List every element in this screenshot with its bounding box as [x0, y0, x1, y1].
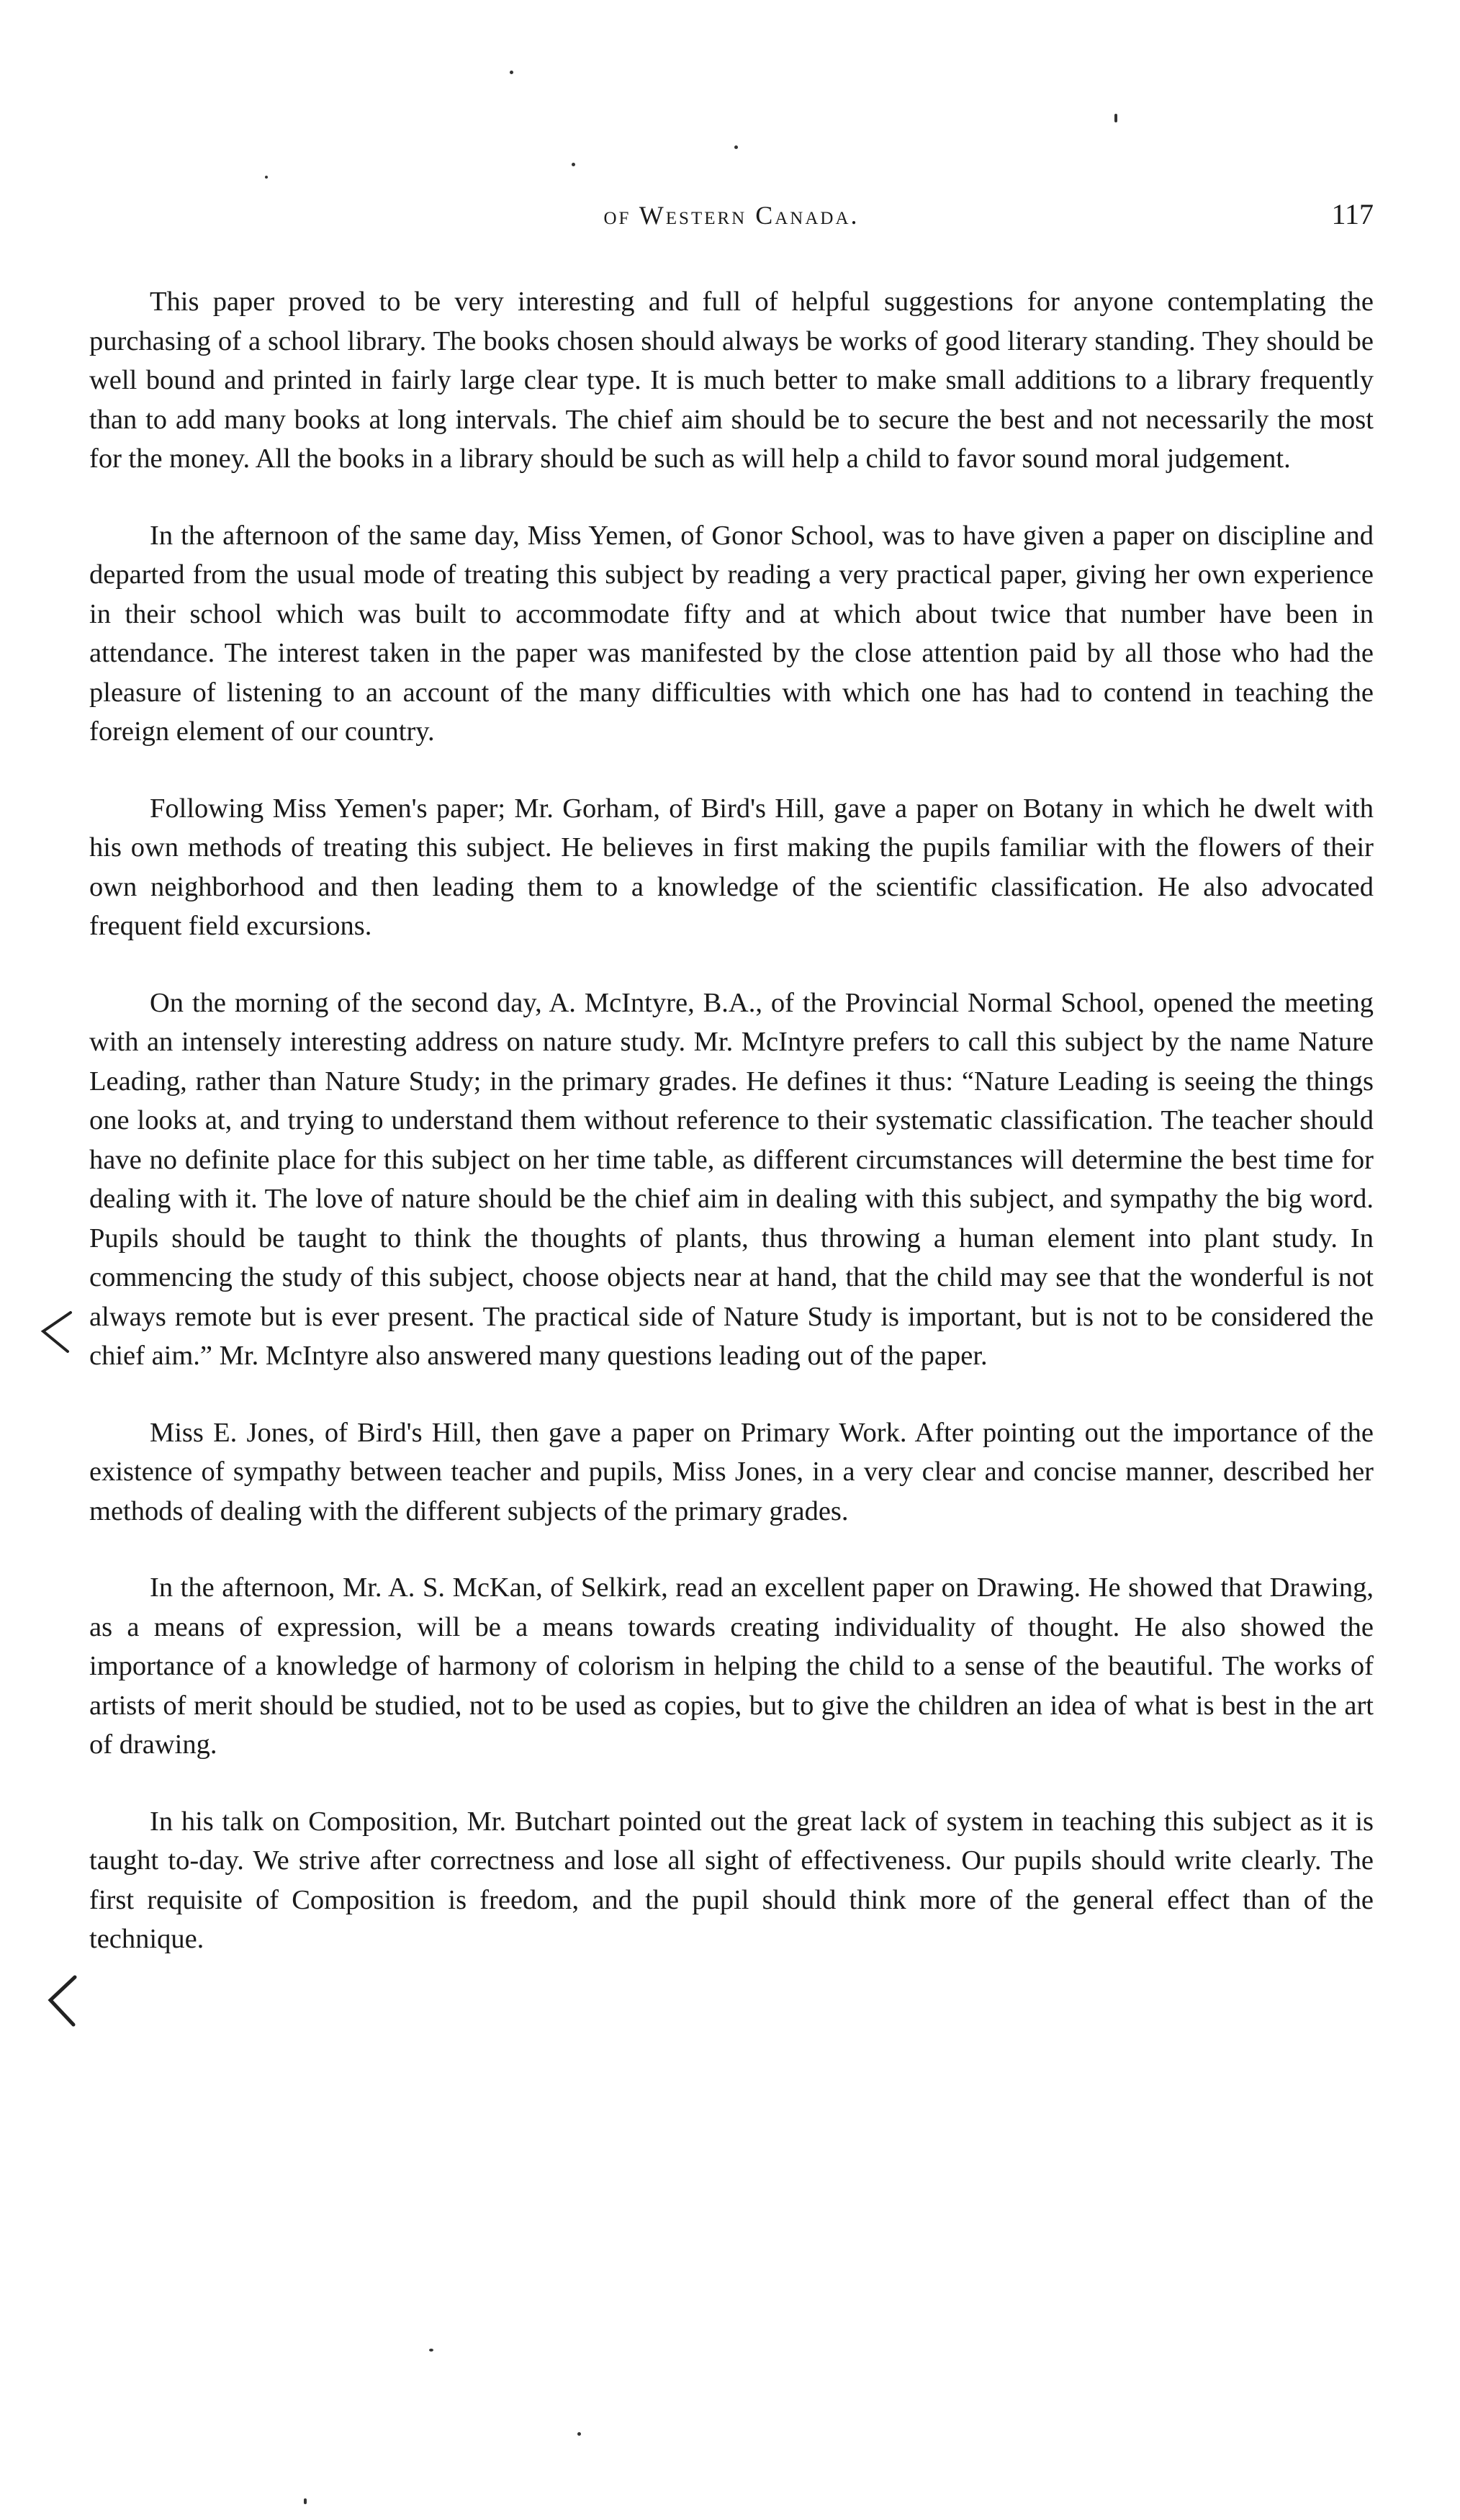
paragraph-botany: Following Miss Yemen's paper; Mr. Gorham, of Bird's Hill, gave a paper on Botany in which he dwelt with his own methods of treating this subject. He believes in first making the pupils familiar with the flowers of their own neighborhood and then leading them to a knowledge of the scientific classification. He also advocated frequent field excursions. [89, 793, 1374, 941]
paragraph-composition: In his talk on Composition, Mr. Butchart pointed out the great lack of system in teaching this subject as it is taught to-day. We strive after correctness and lose all sight of effectiveness. Our pupils should write clearly. The first requisite of Composition is freedom, and the pupil should think more of the general effect than of the technique. [89, 1806, 1374, 1954]
ink-speck [1114, 114, 1117, 122]
paragraph-drawing: In the afternoon, Mr. A. S. McKan, of Selkirk, read an excellent paper on Drawing. He showed that Drawing, as a means of expression, will be a means towards creating individuality of thought. He also showed the importance of a knowledge of harmony of colorism in helping the child to a sense of the beautiful. The works of artists of merit should be studied, not to be used as copies, but to give the children an idea of what is best in the art of drawing. [89, 1572, 1374, 1760]
page-body [89, 282, 1374, 1997]
page-number: 117 [1331, 198, 1374, 230]
paragraph-school-library: This paper proved to be very interesting and full of helpful suggestions for anyone contemplating the purchasing of a school library. The books chosen should always be works of good literary standing. They should be well bound and printed in fairly large clear type. It is much better to make small additions to a library frequently than to add many books at long intervals. The chief aim should be to secure the best and not necessarily the most for the money. All the books in a library should be such as will help a child to favor sound moral judgement. [89, 287, 1374, 474]
ink-speck [510, 71, 513, 74]
margin-mark-icon [42, 1973, 85, 2030]
running-head [89, 200, 1374, 243]
ink-speck [429, 2349, 433, 2352]
margin-mark-icon [36, 1307, 79, 1357]
ink-speck [265, 176, 268, 179]
ink-speck [572, 163, 575, 166]
running-title: of Western Canada. [603, 201, 860, 230]
ink-speck [304, 2498, 307, 2504]
paragraph-nature-study: On the morning of the second day, A. McIntyre, B.A., of the Provincial Normal School, opened the meeting with an intensely interesting address on nature study. Mr. McIntyre prefers to call this subject by the name Nature Leading, rather than Nature Study; in the primary grades. He defines it thus: “Nature Leading is seeing the things one looks at, and trying to understand them without reference to their systematic classification. The teacher should have no definite place for this subject on her time table, as different circumstances will determine the best time for dealing with it. The love of nature should be the chief aim in dealing with this subject, and sympathy the big word. Pupils should be taught to think the thoughts of plants, thus throwing a human element into plant study. In commencing the study of this subject, choose objects near at hand, that the child may see that the wonderful is not always remote but is ever present. The practical side of Nature Study is important, but is not to be considered the chief aim.” Mr. McIntyre also answered many questions leading out of the paper. [89, 987, 1374, 1371]
ink-speck [577, 2432, 581, 2436]
ink-speck [734, 145, 738, 149]
paragraph-discipline: In the afternoon of the same day, Miss Yemen, of Gonor School, was to have given a paper on discipline and departed from the usual mode of treating this subject by reading a very practical paper, giving her own experience in their school which was built to accommodate fifty and at which about twice that number have been in attendance. The interest taken in the paper was manifested by the close attention paid by all those who had the pleasure of listening to an account of the many difficulties with which one has had to contend in teaching the foreign element of our country. [89, 520, 1374, 747]
paragraph-primary-work: Miss E. Jones, of Bird's Hill, then gave a paper on Primary Work. After pointing out the importance of the existence of sympathy between teacher and pupils, Miss Jones, in a very clear and concise manner, described her methods of dealing with the different subjects of the primary grades. [89, 1417, 1374, 1526]
